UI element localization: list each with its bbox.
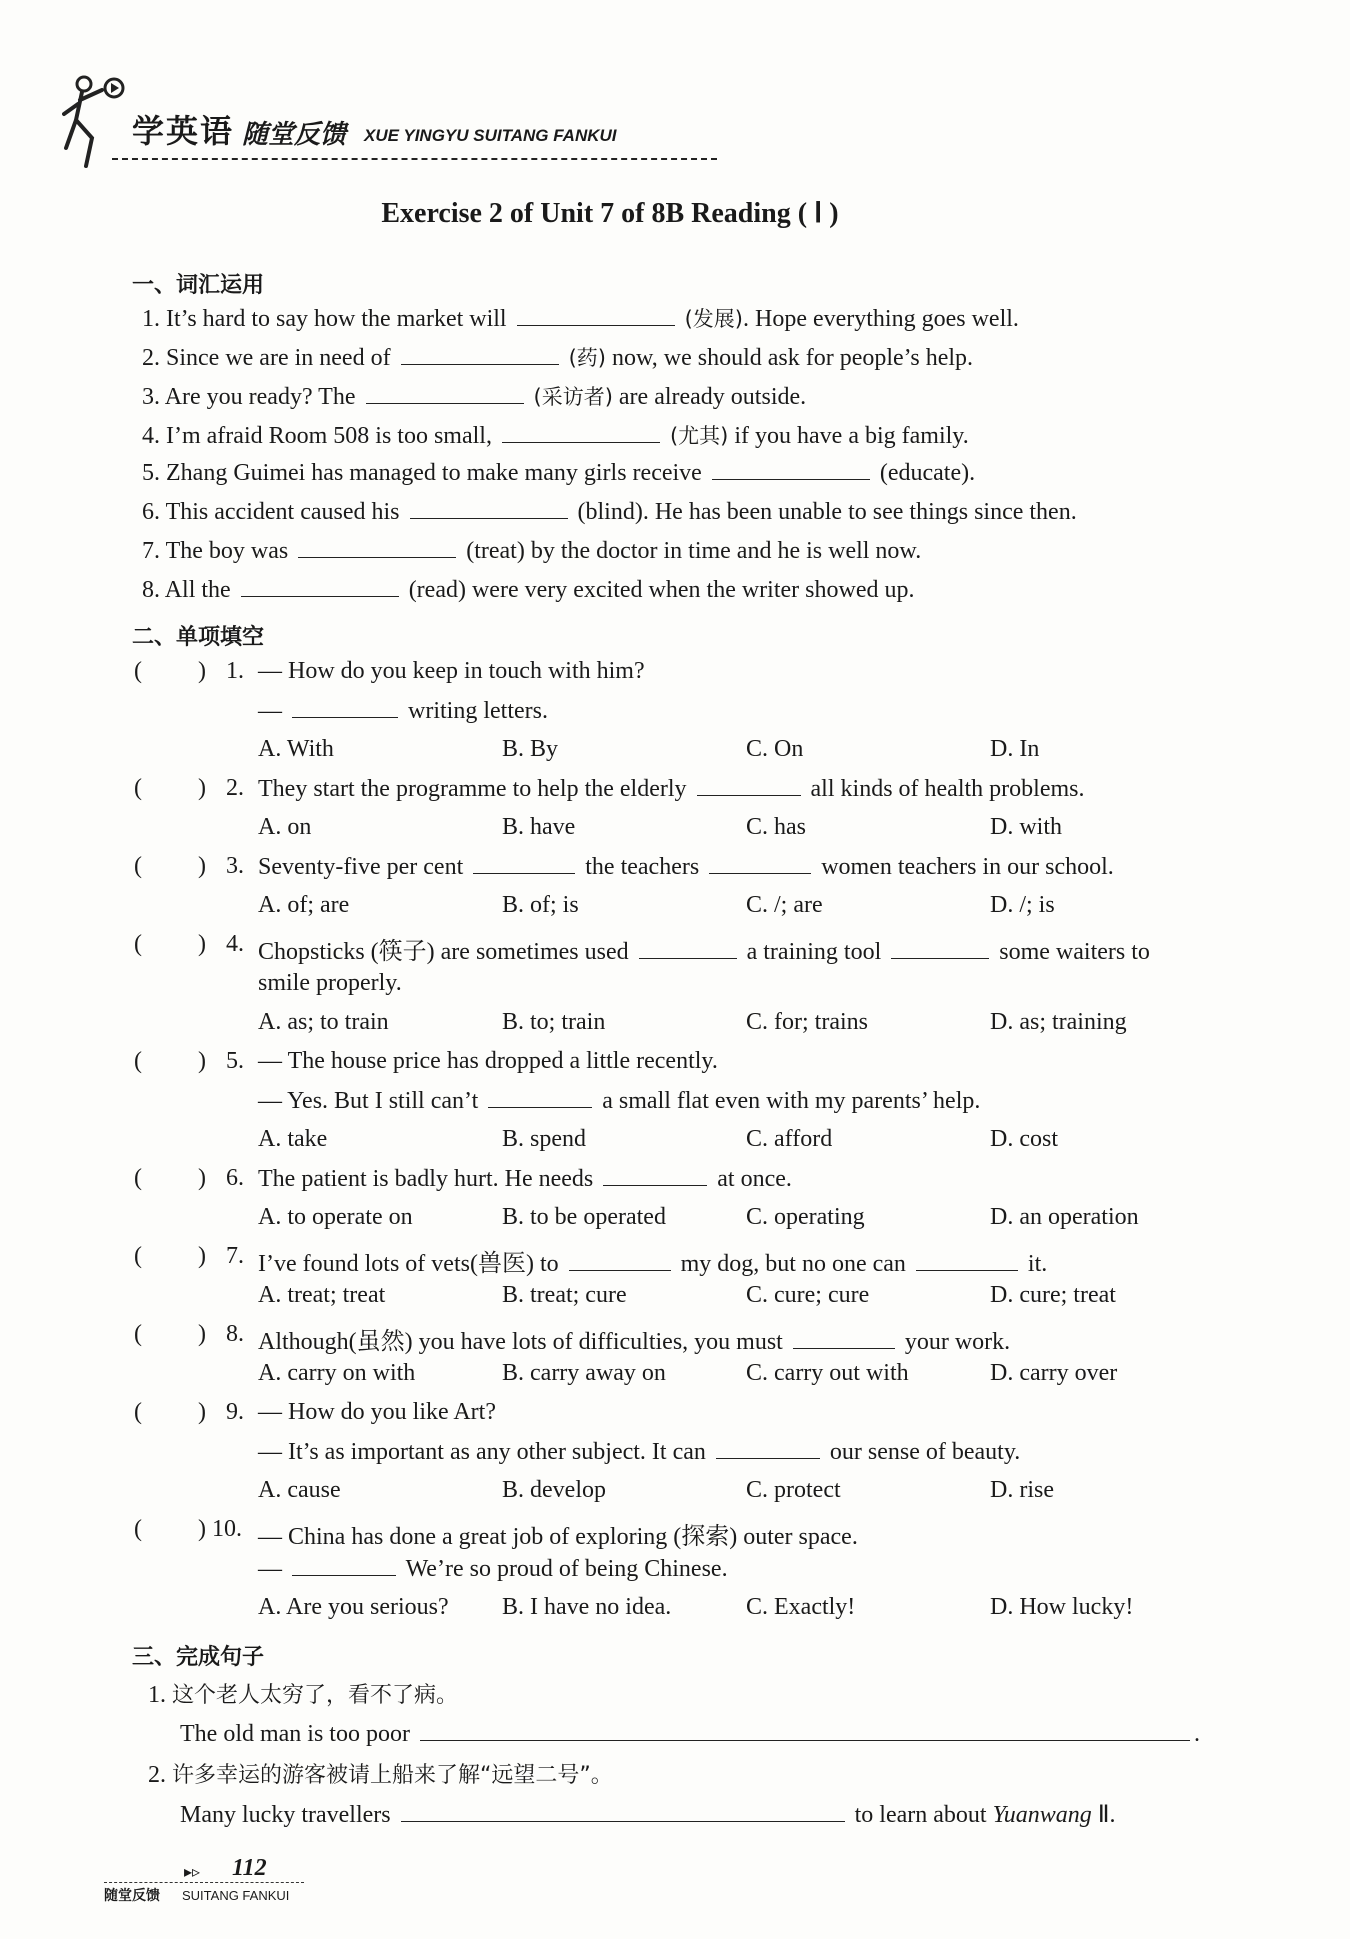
- page-header: [62, 70, 682, 180]
- item-text: were very excited when the writer showed up.: [471, 577, 915, 603]
- chinese-sentence: 这个老人太穷了，看不了病。: [172, 1683, 459, 1708]
- sentence-answer-line: Many lucky travellers to learn about Yuanwang Ⅱ.: [180, 1802, 1116, 1828]
- answer-blank[interactable]: [488, 1087, 592, 1108]
- item-number: 4.: [142, 423, 160, 449]
- question-text: Seventy-five per cent the teachers women teachers in our school.: [258, 854, 1114, 880]
- answer-blank[interactable]: [709, 853, 811, 874]
- answer-blank[interactable]: [241, 576, 399, 597]
- item-text: Since we are in need of: [166, 345, 391, 371]
- question-line: smile properly.: [258, 970, 402, 996]
- option-d[interactable]: D. with: [990, 814, 1062, 840]
- item-number: 2.: [142, 345, 160, 371]
- answer-blank[interactable]: [401, 1801, 845, 1822]
- option-b[interactable]: B. to; train: [502, 1009, 606, 1035]
- sentence-prompt: [148, 1678, 458, 1709]
- item-number: 7.: [142, 538, 160, 564]
- question-line: — We’re so proud of being Chinese.: [258, 1556, 728, 1582]
- option-c[interactable]: C. afford: [746, 1126, 833, 1152]
- option-a[interactable]: A. cause: [258, 1477, 341, 1503]
- section-heading-complete-sentences: 三、完成句子: [132, 1645, 265, 1670]
- item-text: if you have a big family.: [734, 423, 969, 449]
- answer-blank[interactable]: [603, 1165, 707, 1186]
- option-a[interactable]: A. With: [258, 736, 334, 762]
- vocab-item: [142, 498, 1077, 526]
- option-d[interactable]: D. an operation: [990, 1204, 1139, 1230]
- answer-bracket[interactable]: (: [134, 1048, 142, 1074]
- vocab-item: [142, 537, 921, 565]
- question-number: 5.: [226, 1048, 244, 1074]
- answer-blank[interactable]: [502, 422, 660, 443]
- answer-blank[interactable]: [292, 1555, 396, 1576]
- brand-pinyin: XUE YINGYU SUITANG FANKUI: [364, 126, 617, 145]
- section-heading-vocabulary: 一、词汇运用: [132, 273, 265, 298]
- header-divider: [112, 158, 717, 160]
- option-a[interactable]: A. of; are: [258, 892, 350, 918]
- item-number: 1.: [148, 1682, 166, 1708]
- footer-divider: [104, 1882, 304, 1883]
- answer-blank[interactable]: [366, 383, 524, 404]
- answer-bracket[interactable]: (: [134, 1243, 142, 1269]
- answer-blank[interactable]: [420, 1720, 1190, 1741]
- option-d[interactable]: D. carry over: [990, 1360, 1118, 1386]
- question-number: 8.: [226, 1321, 244, 1347]
- option-c[interactable]: C. /; are: [746, 892, 823, 918]
- option-a[interactable]: A. take: [258, 1126, 328, 1152]
- item-hint: (药): [568, 346, 606, 370]
- brand-title: 学英语: [132, 112, 235, 150]
- option-d[interactable]: D. /; is: [990, 892, 1055, 918]
- answer-bracket[interactable]: (: [134, 1165, 142, 1191]
- option-d[interactable]: D. as; training: [990, 1009, 1127, 1035]
- answer-bracket[interactable]: (: [134, 1399, 142, 1425]
- brand-subtitle: 随堂反馈: [242, 120, 347, 150]
- answer-bracket[interactable]: (: [134, 1516, 142, 1542]
- question-number: 7.: [226, 1243, 244, 1269]
- item-text: by the doctor in time and he is well now.: [530, 538, 922, 564]
- option-d[interactable]: D. How lucky!: [990, 1594, 1134, 1620]
- option-b[interactable]: B. have: [502, 814, 576, 840]
- arrow-icon: ▸▹: [184, 1862, 201, 1881]
- item-number: 1.: [142, 306, 160, 332]
- item-text: are already outside.: [618, 384, 807, 410]
- answer-blank[interactable]: [916, 1250, 1018, 1271]
- option-c[interactable]: C. carry out with: [746, 1360, 909, 1386]
- running-figure-icon: [62, 70, 132, 170]
- item-text: .: [969, 460, 976, 486]
- question-number: 1.: [226, 658, 244, 684]
- answer-blank[interactable]: [410, 498, 568, 519]
- item-text: It’s hard to say how the market will: [166, 306, 507, 332]
- question-text: Although(虽然) you have lots of difficulties, you must your work.: [258, 1329, 1011, 1355]
- option-c[interactable]: C. On: [746, 736, 804, 762]
- answer-blank[interactable]: [292, 697, 398, 718]
- item-text: Zhang Guimei has managed to make many girls receive: [166, 460, 702, 486]
- footer-pinyin: SUITANG FANKUI: [182, 1888, 290, 1903]
- option-b[interactable]: B. develop: [502, 1477, 606, 1503]
- item-hint: (read): [408, 577, 466, 603]
- option-a[interactable]: A. treat; treat: [258, 1282, 386, 1308]
- question-text: I’ve found lots of vets(兽医) to my dog, but no one can it.: [258, 1251, 1048, 1277]
- vocab-item: [142, 420, 969, 450]
- option-d[interactable]: D. rise: [990, 1477, 1054, 1503]
- option-d[interactable]: D. cure; treat: [990, 1282, 1116, 1308]
- option-c[interactable]: C. protect: [746, 1477, 841, 1503]
- question-number: 9.: [226, 1399, 244, 1425]
- option-c[interactable]: C. Exactly!: [746, 1594, 856, 1620]
- question-text: The patient is badly hurt. He needs at once.: [258, 1166, 792, 1192]
- answer-blank[interactable]: [891, 938, 989, 959]
- exercise-title: Exercise 2 of Unit 7 of 8B Reading ( Ⅰ ): [381, 198, 839, 229]
- question-text: — How do you keep in touch with him?: [258, 658, 645, 684]
- section-heading-multiple-choice: 二、单项填空: [132, 625, 265, 650]
- worksheet-page: 学英语 随堂反馈 XUE YINGYU SUITANG FANKUI Exercise 2 of Unit 7 of 8B Reading ( Ⅰ ) 一、词汇运用 1. It’s hard to say how the market will (发展). Hope everything goes well. 2. Since we are in need of (药) now, we should ask for people’s help. 3. Are you ready? The (采访者) are already outside. 4. I’m afraid Room 508 is too small, (尤其) if you have a big family. 5. Zhang Guimei has managed to make many girls receive (educate). 6. This accident caused his (blind). He has been unable to see things since then. 7. The boy was (treat) by the doctor in time and he is well now. 8. All the (read) were very excited when the writer showed up. 二、单项填空 ( ) 1. — How do you keep in touch with him? — writing letters. A. With B. By C. On D. In ( ) 2. They start the programme to help the elderly all kinds of health problems. A. on B. have C. has D. with ( ) 3. Seventy-five per cent the teachers women teachers in our school. A. of; are B. of; is C. /; are D. /; is ( ) 4. Chopsticks (筷子) are sometimes used a training tool some waiters to smile properly. A. as; to train B. to; train C. for; trains D. as; training ( ) 5. — The house price has dropped a little recently. — Yes. But I still can’t a small flat even with my parents’ help. A. take B. spend C. afford D. cost ( ) 6. The patient is badly hurt. He needs at once. A. to operate on B. to be operated C. operating D. an operation ( ) 7. I’ve found lots of vets(兽医) to my dog, but no one can it. A. treat; treat B. treat; cure C. cure; cure D. cure; treat ( ) 8. Although(虽然) you have lots of difficulties, you must your work. A. carry on with B. carry away on C. carry out with D. carry over ( ) 9. — How do you like Art? — It’s as important as any other subject. It can our sense of beauty. A. cause B. develop C. protect D. rise ( ) 10. — China has done a great job of exploring (探索) outer space. — We’re so proud of being Chinese. A. Are you serious? B. I have no idea. C. Exactly! D. How lucky! 三、完成句子 1. 这个老人太穷了，看不了病。 The old man is too poor . 2. 许多幸运的游客被请上船来了解“远望二号”。 Many lucky travellers to learn about Yuanwang Ⅱ. ▸▹ 112 随堂反馈 SUITANG FANKUI: [0, 0, 1350, 1939]
- answer-blank[interactable]: [473, 853, 575, 874]
- option-b[interactable]: B. By: [502, 736, 559, 762]
- item-hint: (尤其): [669, 424, 729, 448]
- question-number: 10.: [212, 1516, 242, 1542]
- item-text: now, we should ask for people’s help.: [611, 345, 974, 371]
- item-number: 3.: [142, 384, 160, 410]
- option-b[interactable]: B. spend: [502, 1126, 586, 1152]
- option-a[interactable]: A. Are you serious?: [258, 1594, 449, 1620]
- item-text: . He has been unable to see things since then.: [642, 499, 1077, 525]
- item-text: . Hope everything goes well.: [742, 306, 1019, 332]
- question-line: — Yes. But I still can’t a small flat even with my parents’ help.: [258, 1088, 981, 1114]
- item-number: 5.: [142, 460, 160, 486]
- item-hint: (发展): [684, 307, 743, 331]
- answer-bracket[interactable]: (: [134, 658, 142, 684]
- option-b[interactable]: B. of; is: [502, 892, 579, 918]
- answer-bracket[interactable]: (: [134, 853, 142, 879]
- question-text: Chopsticks (筷子) are sometimes used a training tool some waiters to: [258, 939, 1150, 965]
- option-b[interactable]: B. to be operated: [502, 1204, 666, 1230]
- answer-blank[interactable]: [298, 537, 456, 558]
- option-a[interactable]: A. to operate on: [258, 1204, 413, 1230]
- answer-bracket[interactable]: (: [134, 775, 142, 801]
- answer-blank[interactable]: [639, 938, 737, 959]
- item-number: 8.: [142, 577, 160, 603]
- answer-bracket[interactable]: (: [134, 1321, 142, 1347]
- item-hint: (educate): [879, 460, 970, 486]
- question-number: 2.: [226, 775, 244, 801]
- chinese-sentence: 许多幸运的游客被请上船来了解“远望二号”。: [172, 1763, 613, 1788]
- option-a[interactable]: A. carry on with: [258, 1360, 416, 1386]
- item-hint: (blind): [577, 499, 643, 525]
- answer-blank[interactable]: [716, 1438, 820, 1459]
- page-number: 112: [232, 1855, 267, 1881]
- question-number: 4.: [226, 931, 244, 957]
- item-text: All the: [164, 577, 231, 603]
- option-c[interactable]: C. has: [746, 814, 806, 840]
- item-hint: (treat): [466, 538, 525, 564]
- answer-blank[interactable]: [712, 459, 870, 480]
- question-text: — China has done a great job of exploring (探索) outer space.: [258, 1524, 858, 1550]
- vocab-item: [142, 303, 1019, 333]
- item-text: I’m afraid Room 508 is too small,: [166, 423, 492, 449]
- item-hint: (采访者): [533, 385, 613, 409]
- footer-label: 随堂反馈: [104, 1888, 160, 1904]
- option-b[interactable]: B. treat; cure: [502, 1282, 627, 1308]
- option-a[interactable]: A. on: [258, 814, 312, 840]
- option-a[interactable]: A. as; to train: [258, 1009, 389, 1035]
- question-number: 6.: [226, 1165, 244, 1191]
- option-d[interactable]: D. cost: [990, 1126, 1058, 1152]
- option-b[interactable]: B. I have no idea.: [502, 1594, 672, 1620]
- item-text: Are you ready? The: [164, 384, 356, 410]
- question-number: 3.: [226, 853, 244, 879]
- option-c[interactable]: C. operating: [746, 1204, 865, 1230]
- answer-blank[interactable]: [793, 1328, 895, 1349]
- answer-blank[interactable]: [697, 775, 801, 796]
- question-text: — The house price has dropped a little recently.: [258, 1048, 718, 1074]
- question-text: They start the programme to help the elderly all kinds of health problems.: [258, 776, 1085, 802]
- vocab-item: [142, 459, 975, 487]
- vocab-item: [142, 381, 806, 411]
- question-text: — How do you like Art?: [258, 1399, 496, 1425]
- option-c[interactable]: C. cure; cure: [746, 1282, 870, 1308]
- answer-blank[interactable]: [569, 1250, 671, 1271]
- question-line: — It’s as important as any other subject. It can our sense of beauty.: [258, 1439, 1021, 1465]
- option-c[interactable]: C. for; trains: [746, 1009, 868, 1035]
- vocab-item: [142, 342, 973, 372]
- answer-blank[interactable]: [517, 305, 675, 326]
- answer-bracket[interactable]: (: [134, 931, 142, 957]
- option-d[interactable]: D. In: [990, 736, 1040, 762]
- vocab-item: [142, 576, 914, 604]
- sentence-prompt: [148, 1758, 613, 1789]
- option-b[interactable]: B. carry away on: [502, 1360, 666, 1386]
- question-line: — writing letters.: [258, 698, 548, 724]
- item-text: This accident caused his: [165, 499, 400, 525]
- answer-blank[interactable]: [401, 344, 559, 365]
- sentence-answer-line: The old man is too poor .: [180, 1721, 1200, 1747]
- item-text: The boy was: [165, 538, 289, 564]
- item-number: 6.: [142, 499, 160, 525]
- item-number: 2.: [148, 1762, 166, 1788]
